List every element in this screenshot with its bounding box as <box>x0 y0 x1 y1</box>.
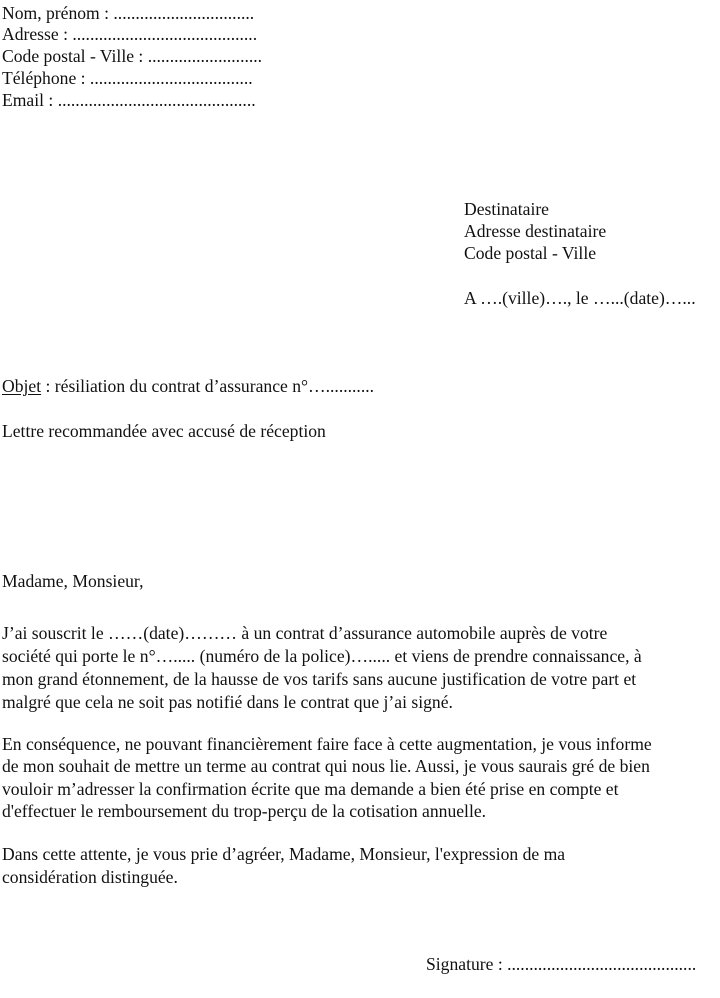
recipient-address: Adresse destinataire <box>464 221 607 241</box>
paragraph-line: En conséquence, ne pouvant financièrement faire face à cette augmentation, je vous informe <box>2 734 652 754</box>
paragraph-line: J’ai souscrit le ……(date)……… à un contrat d’assurance automobile auprès de votre <box>2 623 608 643</box>
paragraph-line: société qui porte le n°…..... (numéro de la police)…..... et viens de prendre connaissance, à <box>2 646 642 666</box>
paragraph-line: malgré que cela ne soit pas notifié dans le contrat que j’ai signé. <box>2 692 453 712</box>
paragraph-line: considération distinguée. <box>2 867 178 887</box>
recipient-postal-city: Code postal - Ville <box>464 243 597 263</box>
paragraph-line: d'effectuer le remboursement du trop-perçu de la cotisation annuelle. <box>2 801 487 821</box>
recipient-name: Destinataire <box>464 199 549 219</box>
sender-phone-field: Téléphone : ..................................... <box>2 68 253 88</box>
paragraph-line: de mon souhait de mettre un terme au contrat qui nous lie. Aussi, je vous saurais gré de bien <box>2 756 650 776</box>
place-and-date: A ….(ville)…., le …...(date)…... <box>464 288 696 308</box>
sender-email-field: Email : ............................................. <box>2 90 256 110</box>
subject-line <box>2 375 374 398</box>
sender-postal-city-field: Code postal - Ville : .......................... <box>2 46 263 66</box>
mail-type: Lettre recommandée avec accusé de réception <box>2 421 326 441</box>
paragraph-line: mon grand étonnement, de la hausse de vos tarifs sans aucune justification de votre part et <box>2 669 637 689</box>
sender-name-field: Nom, prénom : ................................ <box>2 3 255 23</box>
subject-text: : résiliation du contrat d’assurance n°…........... <box>41 376 375 396</box>
paragraph-line: Dans cette attente, je vous prie d’agréer, Madame, Monsieur, l'expression de ma <box>2 844 566 864</box>
sender-address-field: Adresse : .......................................... <box>2 24 258 44</box>
salutation: Madame, Monsieur, <box>2 571 144 591</box>
subject-label: Objet <box>2 376 42 396</box>
signature-field: Signature : ........................................... <box>426 954 697 974</box>
paragraph-line: vouloir m’adresser la confirmation écrite que ma demande a bien été prise en compte et <box>2 779 619 799</box>
